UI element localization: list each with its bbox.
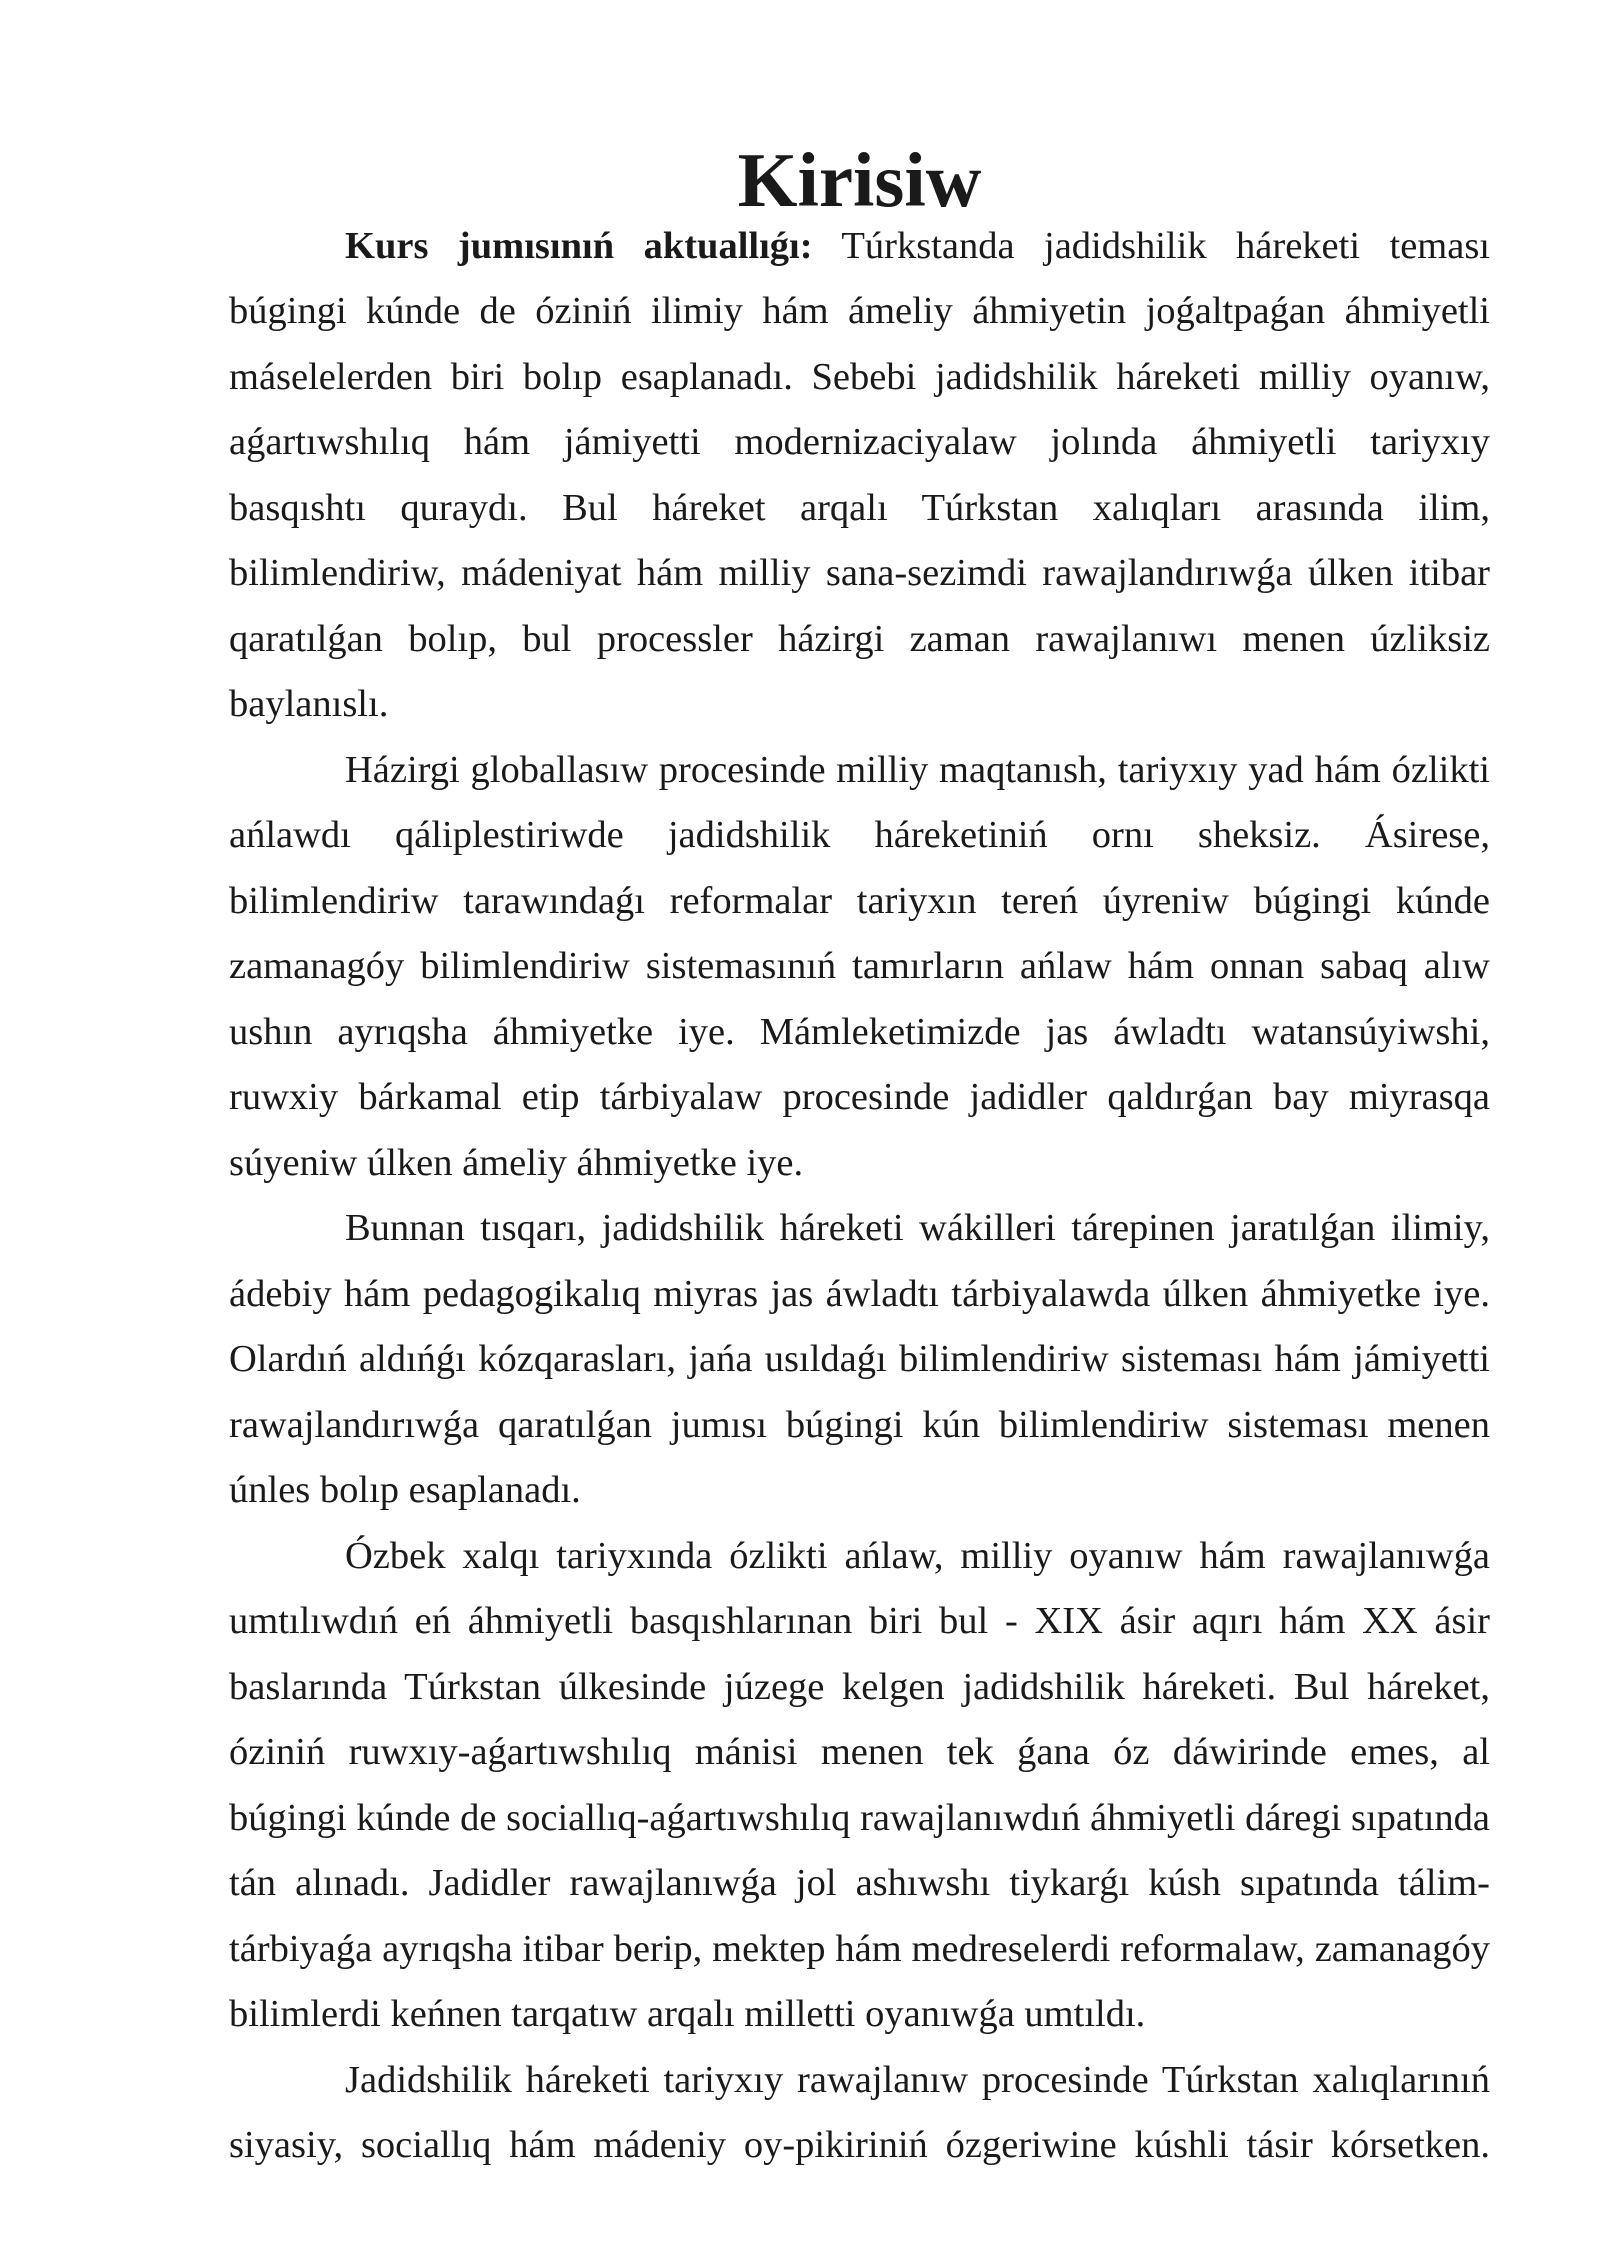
page-title: Kirisiw bbox=[737, 137, 982, 223]
paragraph-legacy bbox=[229, 1196, 1490, 1524]
paragraph-text: Házirgi globallasıw procesinde milliy maqtanısh, tariyxıy yad hám ózlikti ańlawdı qáliplestiriwde jadidshilik háreketiniń ornı sheksiz. Ásirese, bilimlendiriw tarawındaǵı reformalar tariyxın tereń úyreniw búgingi kúnde zamanagóy bilimlendiriw sistemasınıń tamırların ańlaw hám onnan sabaq alıw ushın ayrıqsha áhmiyetke iye. Mámleketimizde jas áwladtı watansúyiwshi, ruwxiy bárkamal etip tárbiyalaw procesinde jadidler qaldırǵan bay miyrasqa súyeniw úlken ámeliy áhmiyetke iye. bbox=[229, 748, 1490, 1184]
paragraph-relevance bbox=[229, 214, 1490, 738]
paragraph-text: Túrkstanda jadidshilik háreketi teması búgingi kúnde de óziniń ilimiy hám ámeliy áhmiyetin joǵaltpaǵan áhmiyetli máselelerden biri bolıp esaplanadı. Sebebi jadidshilik háreketi milliy oyanıw, aǵartıwshılıq hám jámiyetti modernizaciyalaw jolında áhmiyetli tariyxıy basqıshtı quraydı. Bul háreket arqalı Túrkstan xalıqları arasında ilim, bilimlendiriw, mádeniyat hám milliy sana-sezimdi rawajlandırıwǵa úlken itibar qaratılǵan bolıp, bul processler házirgi zaman rawajlanıwı menen úzliksiz baylanıslı. bbox=[229, 224, 1490, 725]
document-page bbox=[229, 137, 1490, 2179]
paragraph-text: Jadidshilik háreketi tariyxıy rawajlanıw procesinde Túrkstan xalıqlarınıń siyasiy, sociallıq hám mádeniy oy-pikiriniń ózgeriwine kúshli tásir kórsetken. bbox=[229, 2058, 1490, 2166]
paragraph-uzbek-history bbox=[229, 1524, 1490, 2048]
paragraph-globalization bbox=[229, 738, 1490, 1197]
paragraph-text: Bunnan tısqarı, jadidshilik háreketi wákilleri tárepinen jaratılǵan ilimiy, ádebiy hám pedagogikalıq miyras jas áwladtı tárbiyalawda úlken áhmiyetke iye. Olardıń aldıńǵı kózqarasları, jańa usıldaǵı bilimlendiriw sisteması hám jámiyetti rawajlandırıwǵa qaratılǵan jumısı búgingi kún bilimlendiriw sisteması menen únles bolıp esaplanadı. bbox=[229, 1207, 1490, 1511]
paragraph-influence bbox=[229, 2048, 1490, 2179]
paragraph-lead: Kurs jumısınıń aktuallıǵı: bbox=[345, 224, 813, 267]
paragraph-text: Ózbek xalqı tariyxında ózlikti ańlaw, milliy oyanıw hám rawajlanıwǵa umtılıwdıń eń áhmiyetli basqıshlarınan biri bul - XIX ásir aqırı hám XX ásir baslarında Túrkstan úlkesinde júzege kelgen jadidshilik háreketi. Bul háreket, óziniń ruwxıy-aǵartıwshılıq mánisi menen tek ǵana óz dáwirinde emes, al búgingi kúnde de sociallıq-aǵartıwshılıq rawajlanıwdıń áhmiyetli dáregi sıpatında tán alınadı. Jadidler rawajlanıwǵa jol ashıwshı tiykarǵı kúsh sıpatında tálim-tárbiyaǵa ayrıqsha itibar berip, mektep hám medreselerdi reformalaw, zamanagóy bilimlerdi keńnen tarqatıw arqalı milletti oyanıwǵa umtıldı. bbox=[229, 1534, 1490, 2035]
